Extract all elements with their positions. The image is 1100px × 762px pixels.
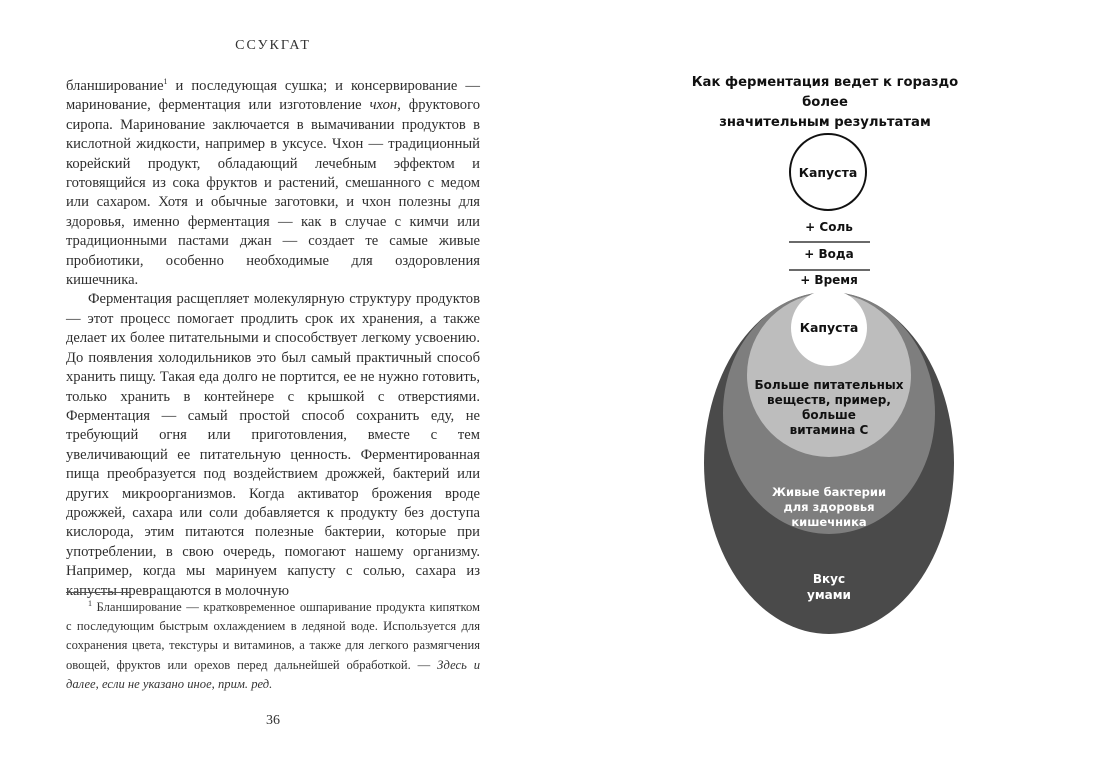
step-label: + Вода (804, 247, 854, 261)
bacteria-line: кишечника (791, 515, 867, 529)
footnote-marker[interactable]: 1 (163, 77, 168, 86)
text-span: , фруктового сиропа. Маринование заключается в вымачивании продуктов в кислотной жидкости, например в уксусе. Чхон — традиционный корейский продукт, обладающий лечебным эффектом и готовящийся из сока фруктов и растений, смешанного с медом или сахаром. Хотя и обычные заготовки, и чхон полезны для здоровья, именно ферментация — как в случае с кимчи или традиционными пастами джан — создает те самые живые пробиотики, особенно необходимые для оздоровления кишечника. (66, 97, 480, 289)
editor-note: Здесь и далее, если не указано иное, прим. ред. (66, 657, 480, 691)
body-text (66, 77, 480, 601)
diagram-title-line: значительным результатам (719, 115, 931, 130)
nutrients-line: веществ, пример, (767, 393, 891, 407)
fermentation-diagram (550, 0, 1100, 762)
footnote (66, 598, 480, 694)
text-span: бланширование (66, 78, 164, 94)
nutrients-line: витамина С (789, 423, 869, 437)
paragraph-1 (66, 77, 480, 290)
text-span: и последующая сушка; и консервирование — маринование, ферментация или изготовление (66, 78, 480, 114)
bacteria-line: для здоровья (783, 500, 875, 514)
paragraph-2: Ферментация расщепляет молекулярную структуру продуктов — этот процесс помогает продлить срок их хранения, а также делает их более питательными и способствует легкому усвоению. До появления холодильников это был самый практичный способ хранить пищу. Такая еда долго не портится, ее не нужно готовить, только хранить в контейнере с крышкой с отверстиями. Ферментация — самый простой способ сохранить еду, не требующий огня или приготовления, вместе с тем увеличивающий ее питательную ценность. Ферментированная пища преобразуется под воздействием дрожжей, бактерий или других микроорганизмов. Когда активатор брожения вроде дрожжей, сахара или соли добавляется к продукту без доступа кислорода, этим питаются полезные бактерии, которые при употреблении, в свою очередь, помогают нашему организму. Например, когда мы маринуем капусту с солью, сахара из капусты превращаются в молочную (66, 291, 480, 599)
umami-line: Вкус (812, 572, 846, 586)
umami-line: умами (807, 588, 851, 602)
nutrients-line: больше (802, 408, 856, 422)
page-number: 36 (266, 713, 280, 728)
footnote-number: 1 (88, 599, 92, 608)
running-head: ССУКГАТ (235, 38, 311, 53)
italic-term: чхон (369, 97, 398, 114)
diagram-title-line: Как ферментация ведет к гораздо более (691, 75, 959, 110)
core-label: Капуста (799, 320, 859, 335)
bacteria-line: Живые бактерии (771, 485, 887, 499)
nutrients-line: Больше питательных (754, 378, 904, 392)
step-label: + Соль (805, 220, 853, 234)
step-label: + Время (800, 273, 858, 287)
top-circle-label: Капуста (798, 165, 858, 180)
footnote-text: Бланширование — кратковременное ошпаривание продукта кипятком с последующим быстрым охлаждением в ледяной воде. Используется для сохранения цвета, текстуры и витаминов, а также для легкого размягчения овощей, фруктов или орехов перед дальнейшей обработкой. — (66, 600, 480, 672)
right-page (550, 0, 1100, 762)
footnote-rule (66, 592, 130, 593)
